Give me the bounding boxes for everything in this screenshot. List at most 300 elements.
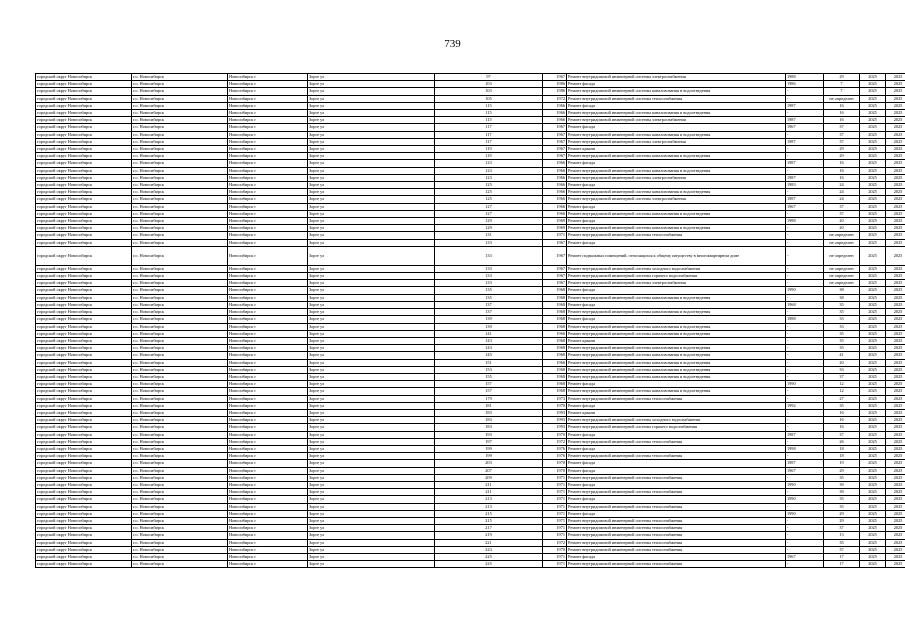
street-cell: Зорге ул — [308, 510, 435, 517]
last-repair-year-cell: - — [786, 280, 824, 287]
year-built-cell: 1971 — [543, 554, 567, 561]
settlement-cell: г.о. Новосибирск — [132, 388, 228, 395]
plan-end-cell: 2025 — [886, 496, 905, 503]
municipality-cell: городской округ Новосибирск — [36, 525, 132, 532]
house-number-cell: 133 — [435, 273, 543, 280]
locality-cell: Новосибирск г — [228, 373, 308, 380]
table-row — [36, 359, 905, 366]
house-number-cell: 225 — [435, 561, 543, 568]
plan-start-cell: 2025 — [860, 445, 886, 452]
last-repair-year-cell: - — [786, 88, 824, 95]
locality-cell: Новосибирск г — [228, 517, 308, 524]
locality-cell: Новосибирск г — [228, 510, 308, 517]
municipality-cell: городской округ Новосибирск — [36, 138, 132, 145]
wear-percent-cell: 37 — [824, 203, 860, 210]
table-row — [36, 517, 905, 524]
table-row — [36, 503, 905, 510]
wear-percent-cell: 37 — [824, 525, 860, 532]
plan-start-cell: 2025 — [860, 409, 886, 416]
settlement-cell: г.о. Новосибирск — [132, 225, 228, 232]
table-row — [36, 438, 905, 445]
plan-start-cell: 2025 — [860, 239, 886, 246]
municipality-cell: городской округ Новосибирск — [36, 301, 132, 308]
last-repair-year-cell: 1987 — [786, 102, 824, 109]
wear-percent-cell: 13 — [824, 532, 860, 539]
last-repair-year-cell: - — [786, 345, 824, 352]
street-cell: Зорге ул — [308, 124, 435, 131]
municipality-cell: городской округ Новосибирск — [36, 174, 132, 181]
year-built-cell: 1967 — [543, 138, 567, 145]
wear-percent-cell: не определен — [824, 232, 860, 239]
last-repair-year-cell: - — [786, 424, 824, 431]
street-cell: Зорге ул — [308, 95, 435, 102]
plan-end-cell: 2025 — [886, 146, 905, 153]
street-cell: Зорге ул — [308, 218, 435, 225]
street-cell: Зорге ул — [308, 445, 435, 452]
house-number-cell: 123 — [435, 174, 543, 181]
table-row — [36, 417, 905, 424]
municipality-cell: городской округ Новосибирск — [36, 373, 132, 380]
house-number-cell: 193 — [435, 431, 543, 438]
house-number-cell: 129 — [435, 225, 543, 232]
street-cell: Зорге ул — [308, 409, 435, 416]
settlement-cell: г.о. Новосибирск — [132, 203, 228, 210]
plan-end-cell: 2025 — [886, 88, 905, 95]
house-number-cell: 123 — [435, 160, 543, 167]
municipality-cell: городской округ Новосибирск — [36, 265, 132, 272]
plan-start-cell: 2025 — [860, 381, 886, 388]
table-body — [36, 74, 905, 568]
locality-cell: Новосибирск г — [228, 366, 308, 373]
street-cell: Зорге ул — [308, 417, 435, 424]
plan-end-cell: 2025 — [886, 554, 905, 561]
municipality-cell: городской округ Новосибирск — [36, 352, 132, 359]
wear-percent-cell: 37 — [824, 131, 860, 138]
locality-cell: Новосибирск г — [228, 445, 308, 452]
municipality-cell: городской округ Новосибирск — [36, 388, 132, 395]
plan-end-cell: 2025 — [886, 431, 905, 438]
wear-percent-cell: 41 — [824, 352, 860, 359]
year-built-cell: 1968 — [543, 373, 567, 380]
house-number-cell: 183 — [435, 424, 543, 431]
plan-end-cell: 2025 — [886, 503, 905, 510]
table-row — [36, 554, 905, 561]
wear-percent-cell: 16 — [824, 160, 860, 167]
last-repair-year-cell: 1987 — [786, 138, 824, 145]
last-repair-year-cell: - — [786, 438, 824, 445]
last-repair-year-cell: - — [786, 189, 824, 196]
work-type-cell: Ремонт внутридомовой инженерной системы электроснабжения — [567, 174, 786, 181]
locality-cell: Новосибирск г — [228, 124, 308, 131]
wear-percent-cell: 35 — [824, 496, 860, 503]
plan-start-cell: 2025 — [860, 117, 886, 124]
work-type-cell: Ремонт внутридомовой инженерной системы теплоснабжения — [567, 539, 786, 546]
year-built-cell: 1970 — [543, 431, 567, 438]
last-repair-year-cell: - — [786, 395, 824, 402]
last-repair-year-cell: - — [786, 225, 824, 232]
plan-end-cell: 2025 — [886, 445, 905, 452]
municipality-cell: городской округ Новосибирск — [36, 160, 132, 167]
street-cell: Зорге ул — [308, 359, 435, 366]
house-number-cell: 215 — [435, 510, 543, 517]
street-cell: Зорге ул — [308, 167, 435, 174]
house-number-cell: 105 — [435, 95, 543, 102]
plan-end-cell: 2025 — [886, 474, 905, 481]
plan-start-cell: 2025 — [860, 95, 886, 102]
last-repair-year-cell: - — [786, 330, 824, 337]
street-cell: Зорге ул — [308, 294, 435, 301]
work-type-cell: Ремонт фасада — [567, 81, 786, 88]
wear-percent-cell: 33 — [824, 323, 860, 330]
last-repair-year-cell: - — [786, 503, 824, 510]
street-cell: Зорге ул — [308, 373, 435, 380]
wear-percent-cell: 16 — [824, 417, 860, 424]
locality-cell: Новосибирск г — [228, 409, 308, 416]
municipality-cell: городской округ Новосибирск — [36, 316, 132, 323]
plan-start-cell: 2025 — [860, 110, 886, 117]
house-number-cell: 211 — [435, 489, 543, 496]
street-cell: Зорге ул — [308, 246, 435, 265]
plan-end-cell: 2025 — [886, 239, 905, 246]
wear-percent-cell: 18 — [824, 445, 860, 452]
year-built-cell: 1972 — [543, 539, 567, 546]
work-type-cell: Ремонт внутридомовой инженерной системы электроснабжения — [567, 138, 786, 145]
table-row — [36, 174, 905, 181]
locality-cell: Новосибирск г — [228, 352, 308, 359]
plan-start-cell: 2025 — [860, 417, 886, 424]
settlement-cell: г.о. Новосибирск — [132, 316, 228, 323]
last-repair-year-cell: - — [786, 417, 824, 424]
street-cell: Зорге ул — [308, 146, 435, 153]
work-type-cell: Ремонт внутридомовой инженерной системы канализования и водоотведения — [567, 225, 786, 232]
plan-start-cell: 2025 — [860, 287, 886, 294]
wear-percent-cell: не определен — [824, 280, 860, 287]
table-row — [36, 182, 905, 189]
last-repair-year-cell: - — [786, 453, 824, 460]
settlement-cell: г.о. Новосибирск — [132, 246, 228, 265]
table-row — [36, 95, 905, 102]
municipality-cell: городской округ Новосибирск — [36, 337, 132, 344]
house-number-cell: 103 — [435, 81, 543, 88]
plan-start-cell: 2025 — [860, 301, 886, 308]
locality-cell: Новосибирск г — [228, 323, 308, 330]
plan-end-cell: 2025 — [886, 359, 905, 366]
last-repair-year-cell: - — [786, 110, 824, 117]
locality-cell: Новосибирск г — [228, 182, 308, 189]
house-number-cell: 199 — [435, 445, 543, 452]
wear-percent-cell: 18 — [824, 453, 860, 460]
municipality-cell: городской округ Новосибирск — [36, 323, 132, 330]
locality-cell: Новосибирск г — [228, 117, 308, 124]
street-cell: Зорге ул — [308, 225, 435, 232]
work-type-cell: Ремонт внутридомовой инженерной системы горячего водоснабжения — [567, 424, 786, 431]
work-type-cell: Ремонт фасада — [567, 381, 786, 388]
wear-percent-cell: 24 — [824, 189, 860, 196]
plan-start-cell: 2025 — [860, 232, 886, 239]
municipality-cell: городской округ Новосибирск — [36, 474, 132, 481]
street-cell: Зорге ул — [308, 474, 435, 481]
street-cell: Зорге ул — [308, 88, 435, 95]
street-cell: Зорге ул — [308, 102, 435, 109]
settlement-cell: г.о. Новосибирск — [132, 554, 228, 561]
house-number-cell: 129 — [435, 218, 543, 225]
year-built-cell: 1971 — [543, 525, 567, 532]
locality-cell: Новосибирск г — [228, 246, 308, 265]
year-built-cell: 1966 — [543, 210, 567, 217]
plan-start-cell: 2025 — [860, 474, 886, 481]
house-number-cell: 143 — [435, 345, 543, 352]
work-type-cell: Ремонт фасада — [567, 239, 786, 246]
settlement-cell: г.о. Новосибирск — [132, 359, 228, 366]
locality-cell: Новосибирск г — [228, 345, 308, 352]
plan-start-cell: 2025 — [860, 74, 886, 81]
house-number-cell: 125 — [435, 196, 543, 203]
plan-end-cell: 2025 — [886, 160, 905, 167]
table-row — [36, 225, 905, 232]
plan-start-cell: 2025 — [860, 146, 886, 153]
municipality-cell: городской округ Новосибирск — [36, 124, 132, 131]
street-cell: Зорге ул — [308, 388, 435, 395]
locality-cell: Новосибирск г — [228, 273, 308, 280]
plan-end-cell: 2025 — [886, 373, 905, 380]
table-row — [36, 167, 905, 174]
last-repair-year-cell: 1987 — [786, 196, 824, 203]
plan-start-cell: 2025 — [860, 467, 886, 474]
year-built-cell: 1993 — [543, 424, 567, 431]
work-type-cell: Ремонт фасада — [567, 445, 786, 452]
year-built-cell: 1971 — [543, 561, 567, 568]
plan-end-cell: 2025 — [886, 402, 905, 409]
last-repair-year-cell: - — [786, 167, 824, 174]
year-built-cell: 1968 — [543, 323, 567, 330]
work-type-cell: Ремонт внутридомовой инженерной системы канализования и водоотведения — [567, 189, 786, 196]
wear-percent-cell: 17 — [824, 561, 860, 568]
repair-plan-table — [35, 73, 905, 568]
table-row — [36, 203, 905, 210]
house-number-cell: 155 — [435, 373, 543, 380]
plan-end-cell: 2025 — [886, 265, 905, 272]
table-row — [36, 74, 905, 81]
locality-cell: Новосибирск г — [228, 210, 308, 217]
table-row — [36, 352, 905, 359]
settlement-cell: г.о. Новосибирск — [132, 196, 228, 203]
locality-cell: Новосибирск г — [228, 160, 308, 167]
municipality-cell: городской округ Новосибирск — [36, 460, 132, 467]
settlement-cell: г.о. Новосибирск — [132, 517, 228, 524]
plan-end-cell: 2025 — [886, 102, 905, 109]
municipality-cell: городской округ Новосибирск — [36, 417, 132, 424]
street-cell: Зорге ул — [308, 532, 435, 539]
wear-percent-cell: 37 — [824, 138, 860, 145]
table-row — [36, 467, 905, 474]
street-cell: Зорге ул — [308, 309, 435, 316]
municipality-cell: городской округ Новосибирск — [36, 330, 132, 337]
plan-end-cell: 2025 — [886, 460, 905, 467]
year-built-cell: 1966 — [543, 160, 567, 167]
settlement-cell: г.о. Новосибирск — [132, 330, 228, 337]
settlement-cell: г.о. Новосибирск — [132, 352, 228, 359]
locality-cell: Новосибирск г — [228, 294, 308, 301]
work-type-cell: Ремонт внутридомовой инженерной системы канализования и водоотведения — [567, 210, 786, 217]
house-number-cell: 141 — [435, 330, 543, 337]
municipality-cell: городской округ Новосибирск — [36, 453, 132, 460]
table-row — [36, 265, 905, 272]
house-number-cell: 199 — [435, 453, 543, 460]
wear-percent-cell: 35 — [824, 539, 860, 546]
table-row — [36, 232, 905, 239]
wear-percent-cell: 35 — [824, 301, 860, 308]
work-type-cell: Ремонт внутридомовой инженерной системы холодного водоснабжения — [567, 417, 786, 424]
municipality-cell: городской округ Новосибирск — [36, 359, 132, 366]
municipality-cell: городской округ Новосибирск — [36, 424, 132, 431]
last-repair-year-cell: - — [786, 561, 824, 568]
last-repair-year-cell: - — [786, 539, 824, 546]
house-number-cell: 225 — [435, 554, 543, 561]
work-type-cell: Ремонт внутридомовой инженерной системы теплоснабжения — [567, 474, 786, 481]
plan-start-cell: 2025 — [860, 546, 886, 553]
locality-cell: Новосибирск г — [228, 381, 308, 388]
last-repair-year-cell: - — [786, 265, 824, 272]
table-row — [36, 525, 905, 532]
house-number-cell: 135 — [435, 287, 543, 294]
wear-percent-cell: 35 — [824, 330, 860, 337]
work-type-cell: Ремонт внутридомовой инженерной системы канализования и водоотведения — [567, 359, 786, 366]
house-number-cell: 215 — [435, 517, 543, 524]
settlement-cell: г.о. Новосибирск — [132, 232, 228, 239]
street-cell: Зорге ул — [308, 467, 435, 474]
settlement-cell: г.о. Новосибирск — [132, 189, 228, 196]
plan-end-cell: 2025 — [886, 330, 905, 337]
municipality-cell: городской округ Новосибирск — [36, 395, 132, 402]
table-row — [36, 102, 905, 109]
year-built-cell: 1967 — [543, 124, 567, 131]
year-built-cell: 1976 — [543, 453, 567, 460]
street-cell: Зорге ул — [308, 453, 435, 460]
street-cell: Зорге ул — [308, 481, 435, 488]
last-repair-year-cell: 1988 — [786, 74, 824, 81]
municipality-cell: городской округ Новосибирск — [36, 280, 132, 287]
municipality-cell: городской округ Новосибирск — [36, 95, 132, 102]
work-type-cell: Ремонт фасада — [567, 431, 786, 438]
plan-start-cell: 2025 — [860, 203, 886, 210]
settlement-cell: г.о. Новосибирск — [132, 345, 228, 352]
settlement-cell: г.о. Новосибирск — [132, 81, 228, 88]
work-type-cell: Ремонт крыши — [567, 337, 786, 344]
year-built-cell: 1966 — [543, 174, 567, 181]
table-row — [36, 402, 905, 409]
locality-cell: Новосибирск г — [228, 330, 308, 337]
municipality-cell: городской округ Новосибирск — [36, 546, 132, 553]
year-built-cell: 1966 — [543, 117, 567, 124]
plan-start-cell: 2025 — [860, 561, 886, 568]
last-repair-year-cell: - — [786, 409, 824, 416]
table-row — [36, 453, 905, 460]
work-type-cell: Ремонт внутридомовой инженерной системы теплоснабжения — [567, 438, 786, 445]
street-cell: Зорге ул — [308, 110, 435, 117]
municipality-cell: городской округ Новосибирск — [36, 554, 132, 561]
last-repair-year-cell: - — [786, 352, 824, 359]
wear-percent-cell: не определен — [824, 95, 860, 102]
municipality-cell: городской округ Новосибирск — [36, 345, 132, 352]
house-number-cell: 137 — [435, 301, 543, 308]
year-built-cell: 1970 — [543, 402, 567, 409]
work-type-cell: Ремонт внутридомовой инженерной системы канализования и водоотведения — [567, 131, 786, 138]
last-repair-year-cell: 1992 — [786, 402, 824, 409]
wear-percent-cell: 27 — [824, 395, 860, 402]
plan-end-cell: 2025 — [886, 539, 905, 546]
plan-start-cell: 2025 — [860, 395, 886, 402]
wear-percent-cell: 19 — [824, 460, 860, 467]
table-row — [36, 337, 905, 344]
work-type-cell: Ремонт внутридомовой инженерной системы канализования и водоотведения — [567, 110, 786, 117]
locality-cell: Новосибирск г — [228, 474, 308, 481]
house-number-cell: 125 — [435, 182, 543, 189]
locality-cell: Новосибирск г — [228, 438, 308, 445]
wear-percent-cell: 26 — [824, 438, 860, 445]
table-row — [36, 445, 905, 452]
plan-start-cell: 2025 — [860, 453, 886, 460]
work-type-cell: Ремонт фасада — [567, 316, 786, 323]
wear-percent-cell: не определен — [824, 273, 860, 280]
work-type-cell: Ремонт крыши — [567, 409, 786, 416]
last-repair-year-cell: - — [786, 273, 824, 280]
table-row — [36, 196, 905, 203]
year-built-cell: 1968 — [543, 316, 567, 323]
street-cell: Зорге ул — [308, 160, 435, 167]
municipality-cell: городской округ Новосибирск — [36, 88, 132, 95]
house-number-cell: 183 — [435, 417, 543, 424]
plan-end-cell: 2025 — [886, 225, 905, 232]
wear-percent-cell: 20 — [824, 225, 860, 232]
municipality-cell: городской округ Новосибирск — [36, 287, 132, 294]
year-built-cell: 1993 — [543, 409, 567, 416]
work-type-cell: Ремонт внутридомовой инженерной системы канализования и водоотведения — [567, 294, 786, 301]
table-row — [36, 218, 905, 225]
work-type-cell: Ремонт внутридомовой инженерной системы канализования и водоотведения — [567, 373, 786, 380]
plan-start-cell: 2025 — [860, 196, 886, 203]
house-number-cell: 117 — [435, 131, 543, 138]
plan-end-cell: 2025 — [886, 395, 905, 402]
work-type-cell: Ремонт внутридомовой инженерной системы теплоснабжения — [567, 95, 786, 102]
street-cell: Зорге ул — [308, 438, 435, 445]
municipality-cell: городской округ Новосибирск — [36, 182, 132, 189]
work-type-cell: Ремонт внутридомовой инженерной системы теплоснабжения — [567, 532, 786, 539]
table-row — [36, 330, 905, 337]
plan-start-cell: 2025 — [860, 323, 886, 330]
house-number-cell: 97 — [435, 74, 543, 81]
street-cell: Зорге ул — [308, 265, 435, 272]
house-number-cell: 213 — [435, 496, 543, 503]
house-number-cell: 213 — [435, 503, 543, 510]
locality-cell: Новосибирск г — [228, 196, 308, 203]
last-repair-year-cell: - — [786, 239, 824, 246]
house-number-cell: 209 — [435, 474, 543, 481]
last-repair-year-cell: - — [786, 153, 824, 160]
settlement-cell: г.о. Новосибирск — [132, 239, 228, 246]
settlement-cell: г.о. Новосибирск — [132, 510, 228, 517]
locality-cell: Новосибирск г — [228, 525, 308, 532]
wear-percent-cell: 17 — [824, 554, 860, 561]
street-cell: Зорге ул — [308, 210, 435, 217]
work-type-cell: Ремонт внутридомовой инженерной системы теплоснабжения — [567, 561, 786, 568]
table-row — [36, 301, 905, 308]
settlement-cell: г.о. Новосибирск — [132, 481, 228, 488]
plan-start-cell: 2025 — [860, 330, 886, 337]
locality-cell: Новосибирск г — [228, 359, 308, 366]
plan-start-cell: 2025 — [860, 424, 886, 431]
last-repair-year-cell: 1987 — [786, 460, 824, 467]
street-cell: Зорге ул — [308, 138, 435, 145]
